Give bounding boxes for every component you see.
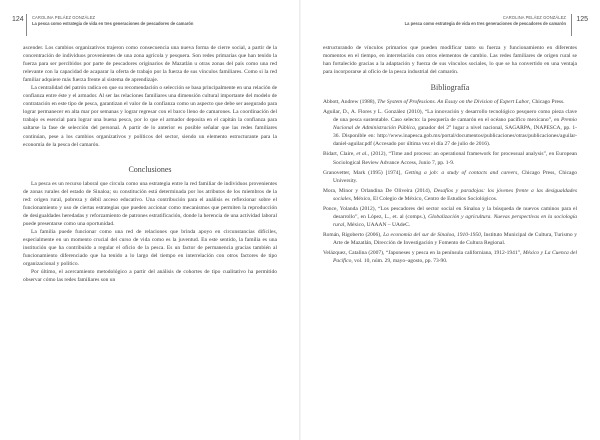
header-rule: [26, 14, 27, 36]
spacer: [23, 149, 277, 158]
bibliography-entry: Abbott, Andrew (1988), The System of Professions. An Essay on the Division of Expert Labor, Chicago Press.: [323, 99, 565, 106]
right-page-number: 125: [576, 16, 588, 23]
paragraph: ascender. Los cambios organizativos trajeron como consecuencia una nueva forma de cierre social, a partir de la concentración de individuos provenientes de una zona agrícola y pesquera. Son redes primarias que han tenido la fuerza para ser percibidos por parte de pescadores originarios de Mazatlán u otras zonas del país como una red relevante con la capacidad de acaparar la oferta de trabajo por la fuerza de sus vínculos familiares. Como si la red familiar adquiere más fuerza frente al sistema de aprendizaje.: [23, 45, 277, 84]
bibliography-entry: Bidart, Claire, et al., (2012), “Time and process: an operational framework for processual analysis”, en European Sociological Review Advance Access, Junio 7, pp. 1-9.: [323, 151, 578, 166]
bibliography-entry: Granovetter, Mark (1995) [1974], Getting a job: a study of contacts and careers, Chicago Press, Chicago University.: [323, 169, 577, 184]
paragraph: estructurando de vínculos primarios que pueden modificar tanto su fuerza y funcionamiento en diferentes momentos en el tiempo, en interrelación con otros elementos de cambio. Las redes familiares de origen rural se han fortalecido gracias a la adaptación y fuerza de sus vínculos sociales, lo que se ha convertido en una ventaja para incorporarse al oficio de la pesca industrial del camarón.: [323, 45, 577, 76]
bibliography-entry: Velázquez, Catalina (2007), “Japoneses y pesca en la península californiana, 1912-1941”, México y La Cuenca del Pacífico, vol. 10, núm. 29, mayo–agosto, pp. 73-90.: [323, 249, 577, 265]
left-running-header: [12, 14, 288, 38]
bibliography-list: [323, 98, 577, 265]
left-page-number: 124: [12, 16, 24, 23]
left-header-text: [32, 15, 193, 27]
section-title-conclusiones: Conclusiones: [128, 164, 172, 174]
header-author: CAROLINA PELÁEZ GONZÁLEZ: [32, 15, 96, 20]
right-page: [300, 0, 600, 440]
left-body-text: [23, 44, 277, 284]
right-running-header: [312, 14, 588, 38]
paragraph: La pesca es un recurso laboral que circula como una estrategia entre la red familiar de individuos provenientes de zonas rurales del estado de Sinaloa; su constitución está determinada por los atributos de los miembros de la red: origen rural, pobreza y débil acceso educativo. Una contribución para el análisis es reflexionar sobre el funcionamiento y uso de ciertas estrategias que pueden accionar como mecanismos que permiten la reproducción de desigualdades heredadas y reforzamiento de patrones estratificación, donde la herencia de una actividad laboral puede presentarse como una oportunidad.: [23, 180, 277, 227]
bibliography-entry: Aguilar, D., A. Flores y L. González (2010), “La innovación y desarrollo tecnológico pesquero como pieza clave de una pesca sustentable. Caso selecto: la pesquería de camarón en el océano pacífico mexicano”, en Premio Nacional de Administración Pública, ganador del 2° lugar a nivel nacional, SAGARPA, INAPESCA, pp. 1-36. Disponible en: http://www.inapesca.gob.mx/portal/documentos/publicaciones/otras/publicaciones/aguilar-daniel-aguilar.pdf (Accesado por última vez el día 27 de julio de 2016).: [323, 109, 577, 148]
bibliography-entry: Ponce, Yolanda (2012), “Los pescadores del sector social en Sinaloa y la búsqueda de nuevos caminos para el desarrollo”, en López, L., et. al (comps.), Globalización y agricultura. Nuevas perspectivas en la sociología rural, México, UAAAN – UAdeC.: [323, 205, 578, 228]
bibliography-entry: Román, Rigoberto (2006), La economía del sur de Sinaloa, 1910-1950, Instituto Municipal de Cultura, Turismo y Arte de Mazatlán, Dirección de Investigación y Fomento de Cultura Regional.: [323, 231, 577, 246]
right-body-text: [323, 44, 577, 267]
paragraph: La familia puede funcionar como una red de relaciones que brinda apoyo en circunstancias difíciles, especialmente en un momento crucial del curso de vida como es la juventud. En este sentido, la familia es una institución que ha contribuido a regular el oficio de la pesca. Es un factor de permanencia gracias también al funcionamiento diferenciado que ha tenido a lo largo del tiempo en interrelación con otros factores de tipo organizacional y político.: [23, 228, 277, 268]
header-book-title: La pesca como estrategia de vida en tres generaciones de pescadores de camarón: [404, 21, 566, 26]
header-author: CAROLINA PELÁEZ GONZÁLEZ: [502, 15, 566, 20]
right-header-text: [405, 15, 566, 27]
paragraph: Por último, el acercamiento metodológico a partir del análisis de cohortes de tipo cualitativo ha permitido observar cómo las redes familiares son un: [23, 269, 277, 284]
bibliography-entry: Mora, Minor y Orlandina De Oliveira (2014), Desafíos y paradojas: los jóvenes frente a las desigualdades sociales, México, El Colegio de México, Centro de Estudios Sociológicos.: [323, 187, 577, 202]
paragraph: La centralidad del patrón radica en que su recomendación o selección se basa principalmente en una relación de confianza entre éste y el armador. Al ser las relaciones familiares una dimensión cultural importante del modelo de contratación en este tipo de pesca, garantizan el valor de la confianza como un aspecto que debe ser asegurado para lograr permanecer en alta mar por semanas y lograr regresar con el barco lleno de camarones. La coordinación del trabajo es esencial para lograr una buena pesca, por lo que el armador deposita en el capitán la confianza para saltarse la fase de selección del personal. A partir de lo anterior es posible señalar que las redes familiares continúan, pese a los cambios organizativos y políticos del sector, siendo un elemento estructurante para la economía de la pesca del camarón.: [23, 85, 278, 148]
header-rule: [571, 14, 572, 36]
section-title-bibliografia: Bibliografía: [430, 83, 470, 93]
header-book-title: La pesca como estrategia de vida en tres generaciones de pescadores de camarón: [32, 21, 194, 26]
